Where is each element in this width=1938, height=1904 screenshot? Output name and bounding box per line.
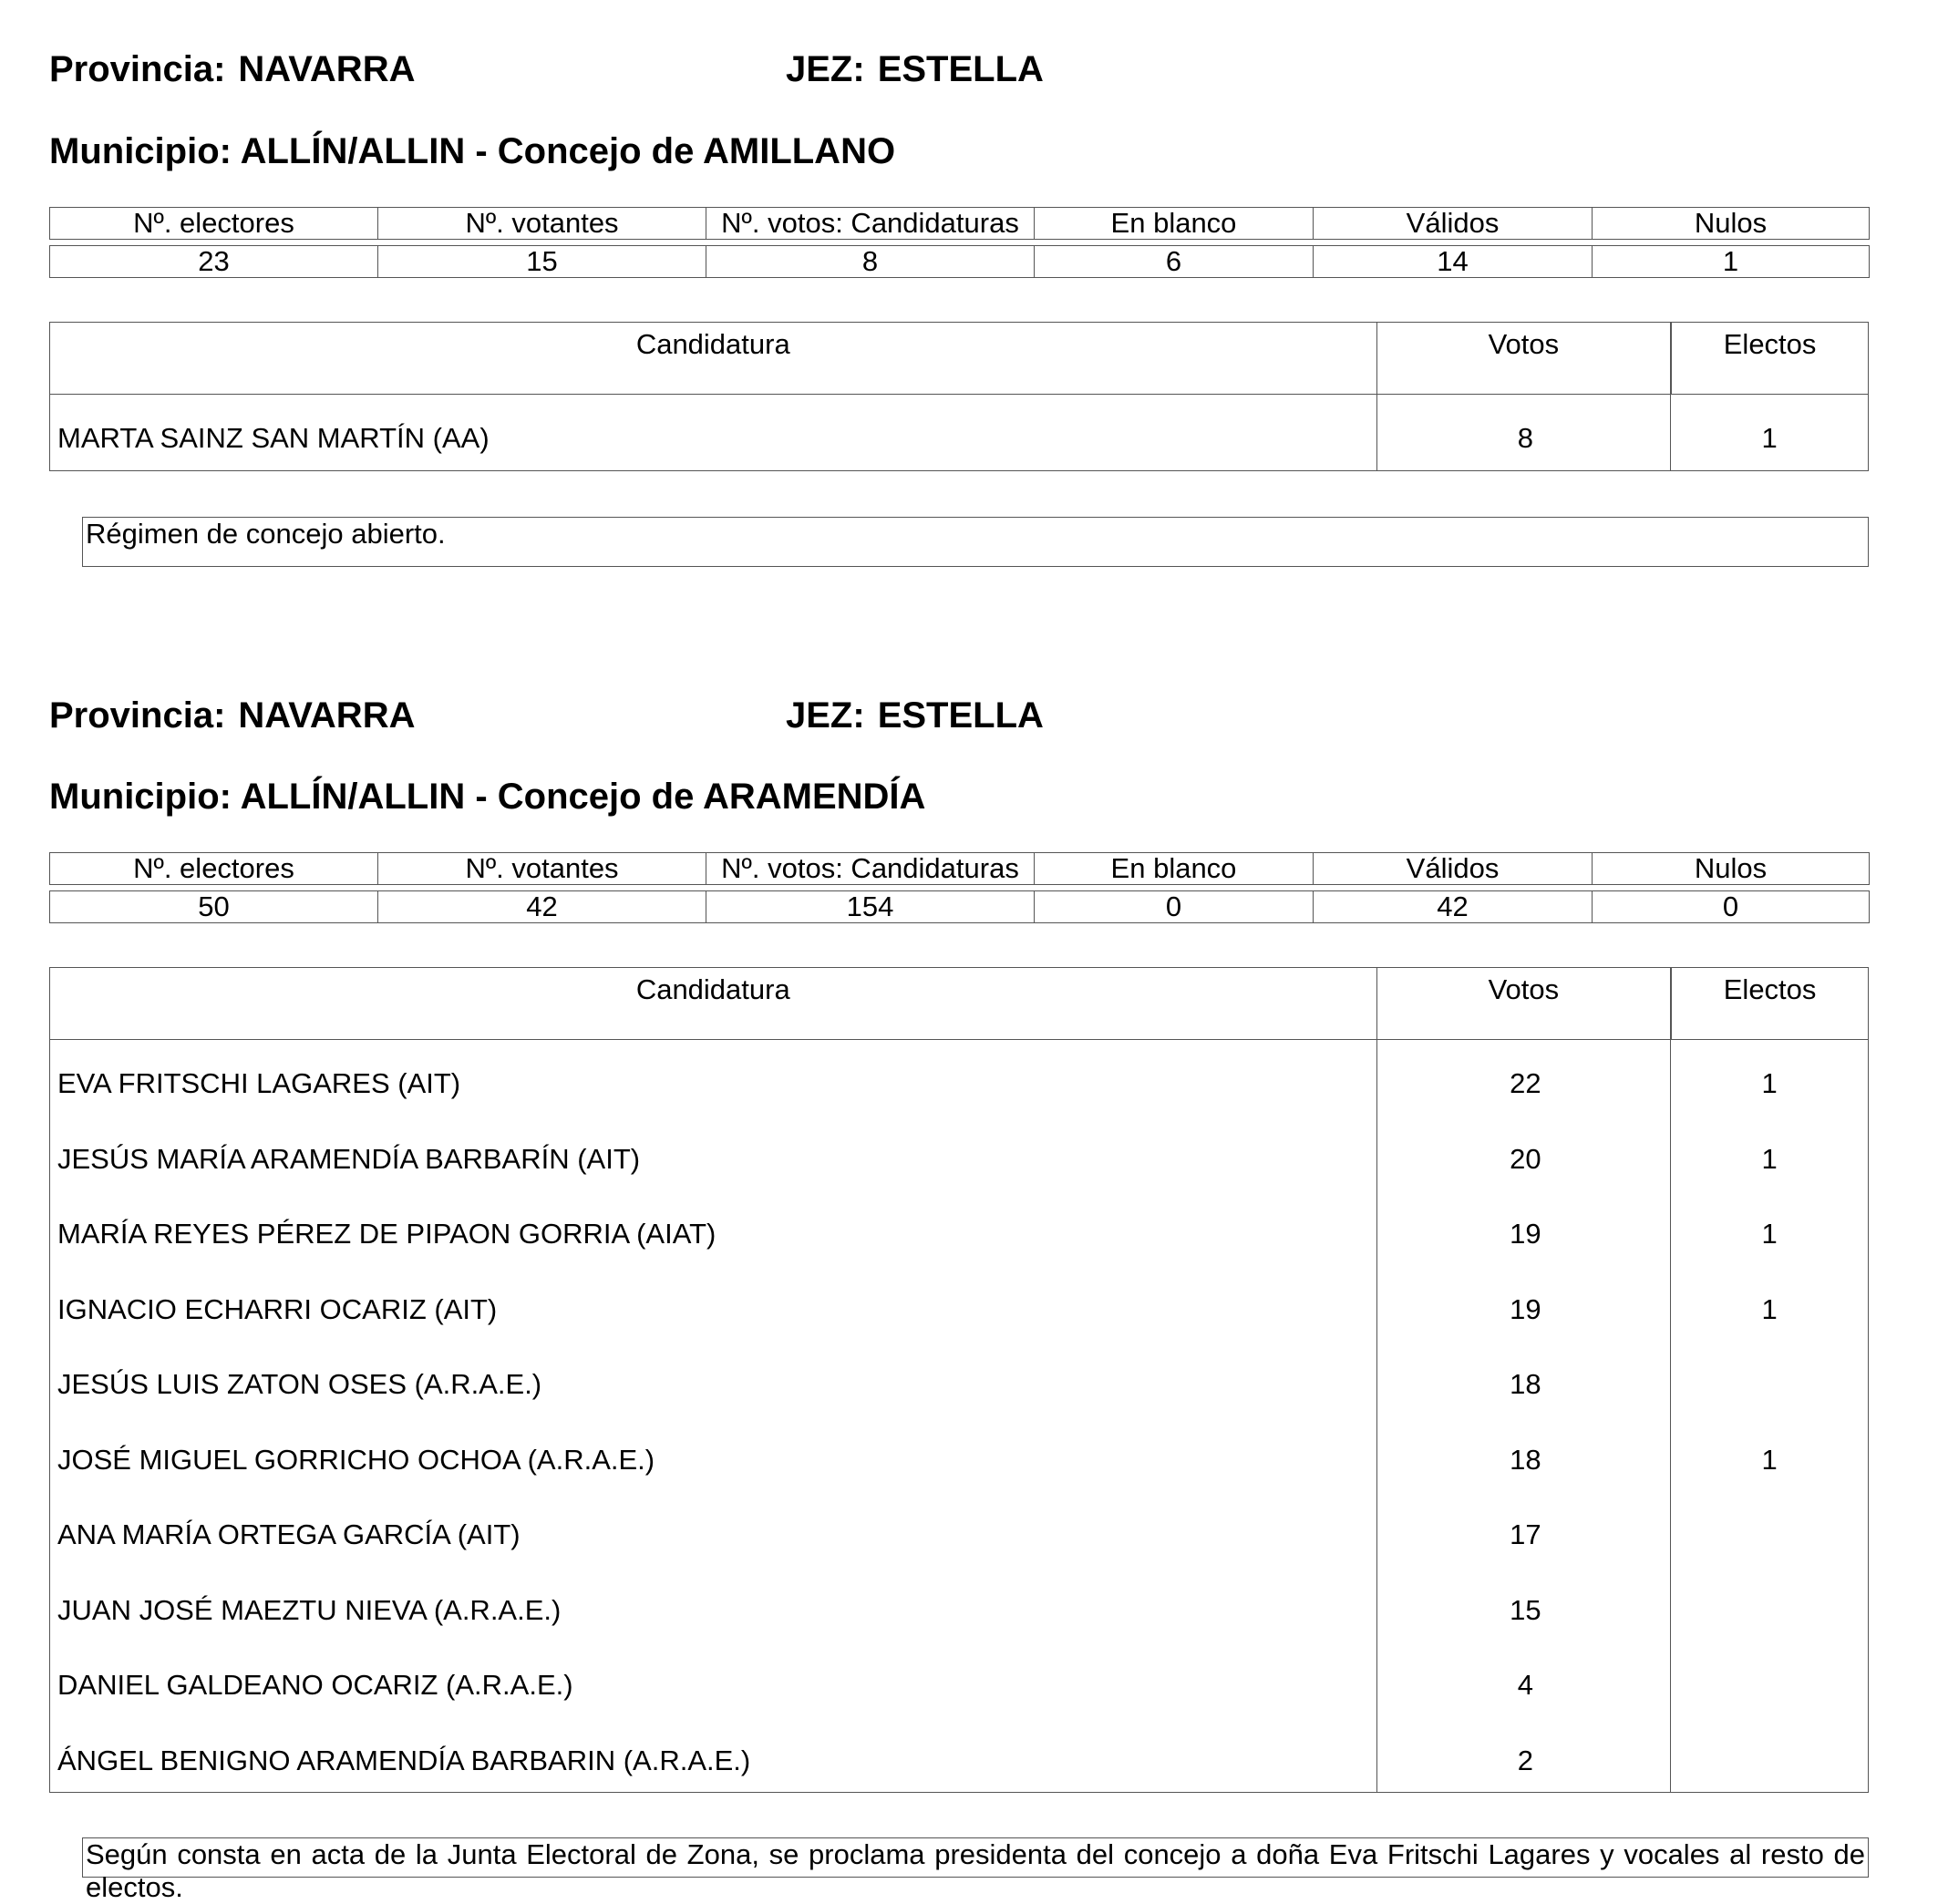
stat-header: Nulos	[1593, 853, 1870, 885]
candidate-name: MARTA SAINZ SAN MARTÍN (AA)	[57, 422, 490, 455]
provincia-label: Provincia:	[49, 49, 226, 89]
stat-header: Nº. votantes	[378, 853, 706, 885]
stat-value: 15	[378, 246, 706, 278]
candidate-row	[50, 1491, 1868, 1567]
municipio-line	[49, 133, 895, 170]
stat-value: 154	[706, 891, 1035, 923]
candidate-votes: 22	[1376, 1040, 1671, 1116]
stat-value: 14	[1314, 246, 1593, 278]
candidate-name: IGNACIO ECHARRI OCARIZ (AIT)	[57, 1292, 498, 1325]
candidate-elected: 1	[1670, 1266, 1868, 1342]
candidate-elected	[1670, 1642, 1868, 1717]
stat-value: 8	[706, 246, 1035, 278]
provincia-line	[49, 51, 415, 87]
candidate-elected	[1670, 1341, 1868, 1416]
candidate-name: JOSÉ MIGUEL GORRICHO OCHOA (A.R.A.E.)	[57, 1443, 655, 1476]
candidate-row	[50, 1116, 1868, 1191]
candidate-row	[50, 1717, 1868, 1793]
candidate-votes: 18	[1376, 1341, 1671, 1416]
candidate-votes: 15	[1376, 1567, 1671, 1642]
candidate-elected: 1	[1670, 1416, 1868, 1492]
jez-label: JEZ:	[786, 49, 865, 89]
stat-header: Nº. votantes	[378, 208, 706, 240]
candidate-elected: 1	[1670, 1190, 1868, 1266]
candidate-row	[50, 1266, 1868, 1342]
stat-value: 1	[1593, 246, 1870, 278]
municipio-value: ALLÍN/ALLIN - Concejo de AMILLANO	[240, 131, 896, 171]
municipio-label: Municipio:	[49, 777, 232, 817]
stats-header-table	[49, 852, 1870, 885]
candidate-name: JESÚS LUIS ZATON OSES (A.R.A.E.)	[57, 1368, 542, 1401]
candidate-name: JUAN JOSÉ MAEZTU NIEVA (A.R.A.E.)	[57, 1593, 562, 1626]
candidates-header-row	[50, 968, 1868, 1040]
candidate-elected	[1670, 1717, 1868, 1793]
stat-value: 42	[1314, 891, 1593, 923]
electos-header: Electos	[1670, 323, 1868, 394]
stat-value: 0	[1035, 891, 1314, 923]
candidate-row	[50, 1190, 1868, 1266]
stat-value: 23	[50, 246, 378, 278]
jez-label: JEZ:	[786, 695, 865, 736]
candidates-table	[49, 967, 1869, 1793]
stats-header-table	[49, 207, 1870, 240]
stats-values-table	[49, 890, 1870, 923]
votos-header: Votos	[1376, 323, 1671, 394]
candidates-header-row	[50, 323, 1868, 395]
provincia-line	[49, 697, 415, 734]
stats-values-table	[49, 245, 1870, 278]
candidate-row	[50, 1040, 1868, 1116]
candidate-row	[50, 395, 1868, 470]
candidate-elected: 1	[1670, 395, 1868, 470]
candidate-votes: 18	[1376, 1416, 1671, 1492]
candidate-name: JESÚS MARÍA ARAMENDÍA BARBARÍN (AIT)	[57, 1142, 641, 1175]
stat-header: Nulos	[1593, 208, 1870, 240]
candidate-row	[50, 1416, 1868, 1492]
jez-line	[786, 51, 1044, 87]
stat-header: Válidos	[1314, 853, 1593, 885]
candidate-name: MARÍA REYES PÉREZ DE PIPAON GORRIA (AIAT)	[57, 1218, 716, 1250]
candidate-votes: 2	[1376, 1717, 1671, 1793]
candidatura-header: Candidatura	[635, 328, 790, 360]
municipio-label: Municipio:	[49, 131, 232, 171]
candidate-votes: 4	[1376, 1642, 1671, 1717]
stat-header: Nº. votos: Candidaturas	[706, 208, 1035, 240]
provincia-value: NAVARRA	[238, 49, 416, 89]
candidate-votes: 19	[1376, 1266, 1671, 1342]
candidate-elected: 1	[1670, 1116, 1868, 1191]
candidate-name: DANIEL GALDEANO OCARIZ (A.R.A.E.)	[57, 1669, 573, 1702]
jez-line	[786, 697, 1044, 734]
candidate-elected	[1670, 1491, 1868, 1567]
candidate-name: ÁNGEL BENIGNO ARAMENDÍA BARBARIN (A.R.A.E.)	[57, 1744, 751, 1776]
stat-value: 42	[378, 891, 706, 923]
note-box: Régimen de concejo abierto.	[82, 517, 1869, 567]
stat-header: Válidos	[1314, 208, 1593, 240]
candidate-row	[50, 1567, 1868, 1642]
stat-header: Nº. votos: Candidaturas	[706, 853, 1035, 885]
jez-value: ESTELLA	[877, 49, 1044, 89]
municipio-value: ALLÍN/ALLIN - Concejo de ARAMENDÍA	[240, 777, 926, 817]
candidate-elected	[1670, 1567, 1868, 1642]
candidate-elected: 1	[1670, 1040, 1868, 1116]
stat-header: En blanco	[1035, 853, 1314, 885]
stat-header: Nº. electores	[50, 853, 378, 885]
stat-header: Nº. electores	[50, 208, 378, 240]
candidate-row	[50, 1642, 1868, 1717]
jez-value: ESTELLA	[877, 695, 1044, 736]
stat-value: 0	[1593, 891, 1870, 923]
municipio-line	[49, 778, 925, 815]
stat-value: 6	[1035, 246, 1314, 278]
candidate-votes: 20	[1376, 1116, 1671, 1191]
provincia-label: Provincia:	[49, 695, 226, 736]
candidate-votes: 19	[1376, 1190, 1671, 1266]
candidate-name: EVA FRITSCHI LAGARES (AIT)	[57, 1067, 461, 1100]
provincia-value: NAVARRA	[238, 695, 416, 736]
candidates-table	[49, 322, 1869, 471]
votos-header: Votos	[1376, 968, 1671, 1039]
candidate-row	[50, 1341, 1868, 1416]
note-box: Según consta en acta de la Junta Electoral de Zona, se proclama presidenta del concejo a doña Eva Fritschi Lagares y vocales al resto de electos.	[82, 1837, 1869, 1878]
candidate-name: ANA MARÍA ORTEGA GARCÍA (AIT)	[57, 1518, 521, 1551]
stat-value: 50	[50, 891, 378, 923]
stat-header: En blanco	[1035, 208, 1314, 240]
candidate-votes: 17	[1376, 1491, 1671, 1567]
candidatura-header: Candidatura	[635, 973, 790, 1005]
electos-header: Electos	[1670, 968, 1868, 1039]
candidate-votes: 8	[1376, 395, 1671, 470]
